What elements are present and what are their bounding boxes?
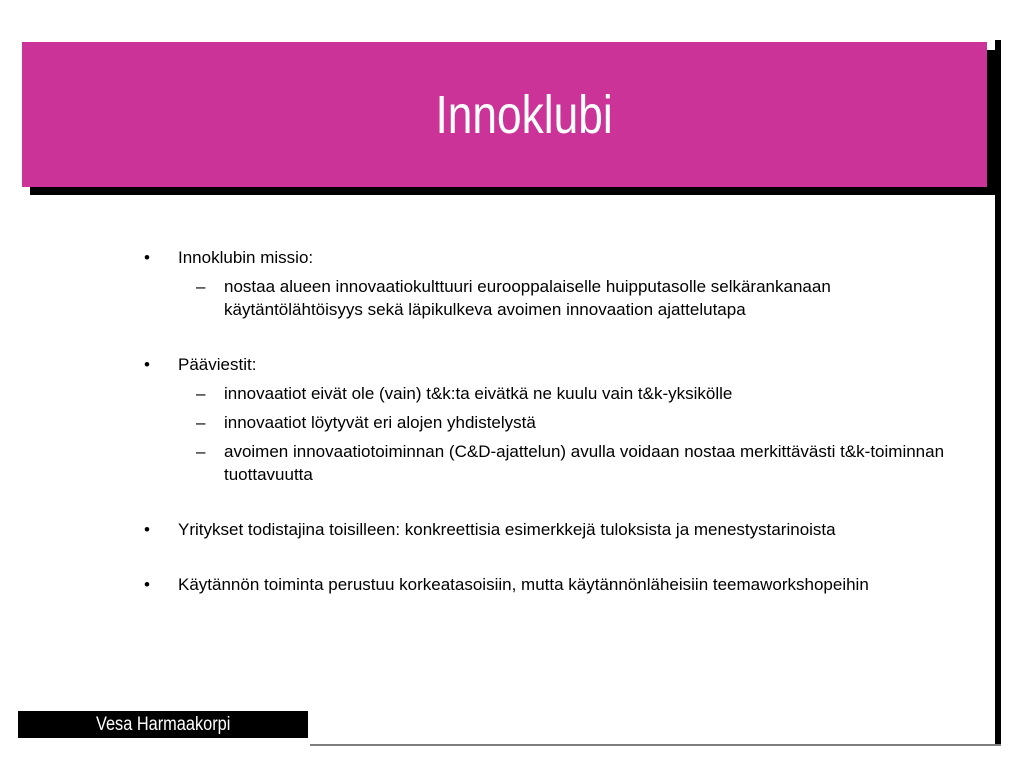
bullet-item (140, 573, 950, 596)
bullet-text: Yritykset todistajina toisilleen: konkreettisia esimerkkejä tuloksista ja menestystarinoista (178, 520, 836, 539)
sub-bullet-item (140, 275, 950, 321)
title-banner (22, 42, 987, 187)
bullet-text: Käytännön toiminta perustuu korkeatasoisiin, mutta käytännönläheisiin teemaworkshopeihin (178, 575, 869, 594)
sub-bullet-text: avoimen innovaatiotoiminnan (C&D-ajattelun) avulla voidaan nostaa merkittävästi t&k-toiminnan tuottavuutta (224, 442, 945, 484)
bullet-icon: • (144, 355, 150, 374)
right-border-line (995, 40, 1001, 746)
sub-bullet-text: nostaa alueen innovaatiokulttuuri eurooppalaiselle huipputasolle selkärankanaan käytäntölähtöisyys sekä läpikulkeva avoimen innovaation ajattelutapa (224, 277, 831, 319)
bullet-item (140, 246, 950, 269)
bullet-item (140, 518, 950, 541)
dash-icon: – (196, 442, 206, 461)
sub-bullet-item (140, 411, 950, 434)
footer-banner (18, 711, 308, 738)
sub-bullet-item (140, 382, 950, 405)
slide-title: Innoklubi (435, 84, 614, 145)
bullet-icon: • (144, 575, 150, 594)
sub-bullet-item (140, 440, 950, 486)
bullet-icon: • (144, 520, 150, 539)
bullet-item (140, 353, 950, 376)
dash-icon: – (196, 384, 206, 403)
sub-bullet-text: innovaatiot eivät ole (vain) t&k:ta eivätkä ne kuulu vain t&k-yksikölle (224, 384, 733, 403)
bottom-border-line (310, 744, 1001, 746)
dash-icon: – (196, 277, 206, 296)
bullet-text: Innoklubin missio: (178, 248, 314, 267)
sub-bullet-text: innovaatiot löytyvät eri alojen yhdistelystä (224, 413, 536, 432)
bullet-list (140, 246, 950, 596)
footer-author: Vesa Harmaakorpi (95, 713, 231, 735)
bullet-icon: • (144, 248, 150, 267)
dash-icon: – (196, 413, 206, 432)
bullet-text: Pääviestit: (178, 355, 257, 374)
